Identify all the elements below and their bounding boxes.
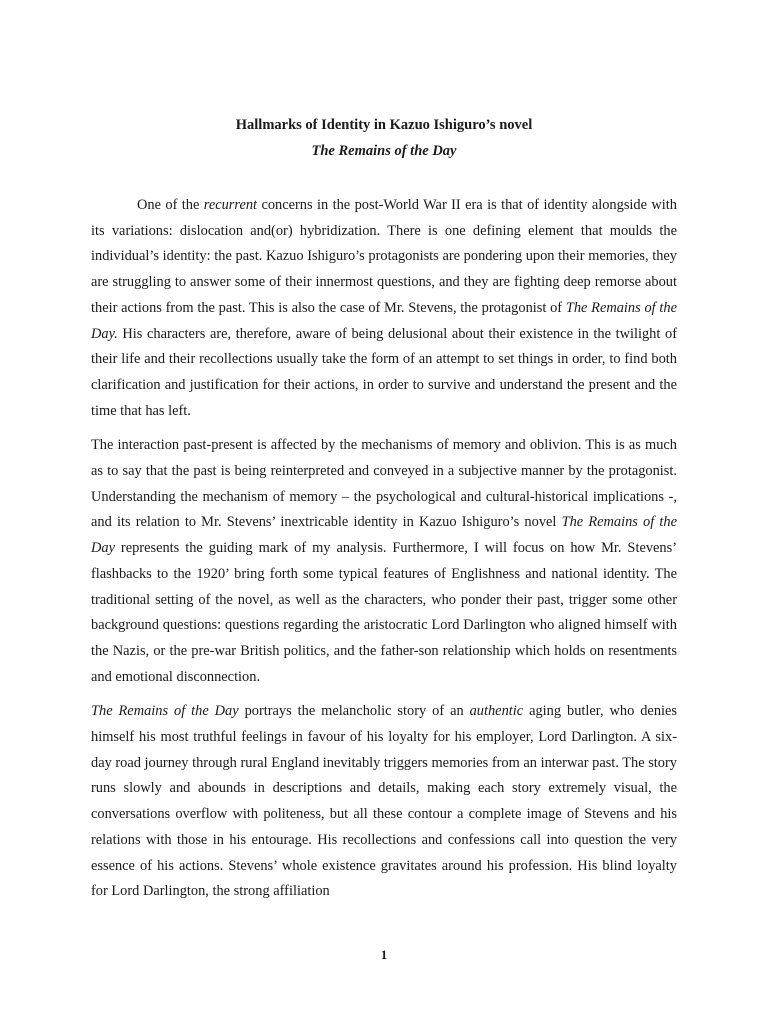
document-body [91, 193, 677, 914]
paragraph: One of the recurrent concerns in the post-World War II era is that of identity alongside with its variations: dislocation and(or) hybridization. There is one defining element that moulds the individual’s identity: the past. Kazuo Ishiguro’s protagonists are pondering upon their memories, they are struggling to answer some of their innermost questions, and they are fighting deep remorse about their actions from the past. This is also the case of Mr. Stevens, the protagonist of The Remains of the Day. His characters are, therefore, aware of being delusional about their existence in the twilight of their life and their recollections usually take the form of an attempt to set things in order, to find both clarification and justification for their actions, in order to survive and understand the present and the time that has left. [91, 197, 677, 419]
paragraph: The interaction past-present is affected by the mechanisms of memory and oblivion. This is as much as to say that the past is being reinterpreted and conveyed in a subjective manner by the protagonist. Understanding the mechanism of memory – the psychological and cultural-historical implications -, and its relation to Mr. Stevens’ inextricable identity in Kazuo Ishiguro’s novel The Remains of the Day represents the guiding mark of my analysis. Furthermore, I will focus on how Mr. Stevens’ flashbacks to the 1920’ bring forth some typical features of Englishness and national identity. The traditional setting of the novel, as well as the characters, who ponder their past, trigger some other background questions: questions regarding the aristocratic Lord Darlington who aligned himself with the Nazis, or the pre-war British politics, and the father-son relationship which holds on resentments and emotional disconnection. [91, 437, 677, 685]
italic-run: The Remains of the Day. [91, 299, 677, 342]
italic-run: The Remains of the Day [91, 703, 239, 720]
document-subtitle: The Remains of the Day [311, 143, 457, 159]
paragraph: The Remains of the Day portrays the melancholic story of an authentic aging butler, who denies himself his most truthful feelings in favour of his loyalty for his employer, Lord Darlington. A six-day road journey through rural England inevitably triggers memories from an interwar past. The story runs slowly and abounds in descriptions and details, making each story extremely visual, the conversations overflow with politeness, but all these contour a complete image of Stevens and his relations with those in his entourage. His recollections and confessions call into question the very essence of his actions. Stevens’ whole existence gravitates around his profession. His blind loyalty for Lord Darlington, the strong affiliation [91, 703, 677, 900]
italic-run: The Remains of the Day [91, 514, 677, 557]
italic-run: authentic [469, 703, 524, 720]
document-title: Hallmarks of Identity in Kazuo Ishiguro’s novel [235, 117, 533, 133]
page-number: 1 [380, 947, 388, 962]
italic-run: recurrent [203, 197, 258, 213]
